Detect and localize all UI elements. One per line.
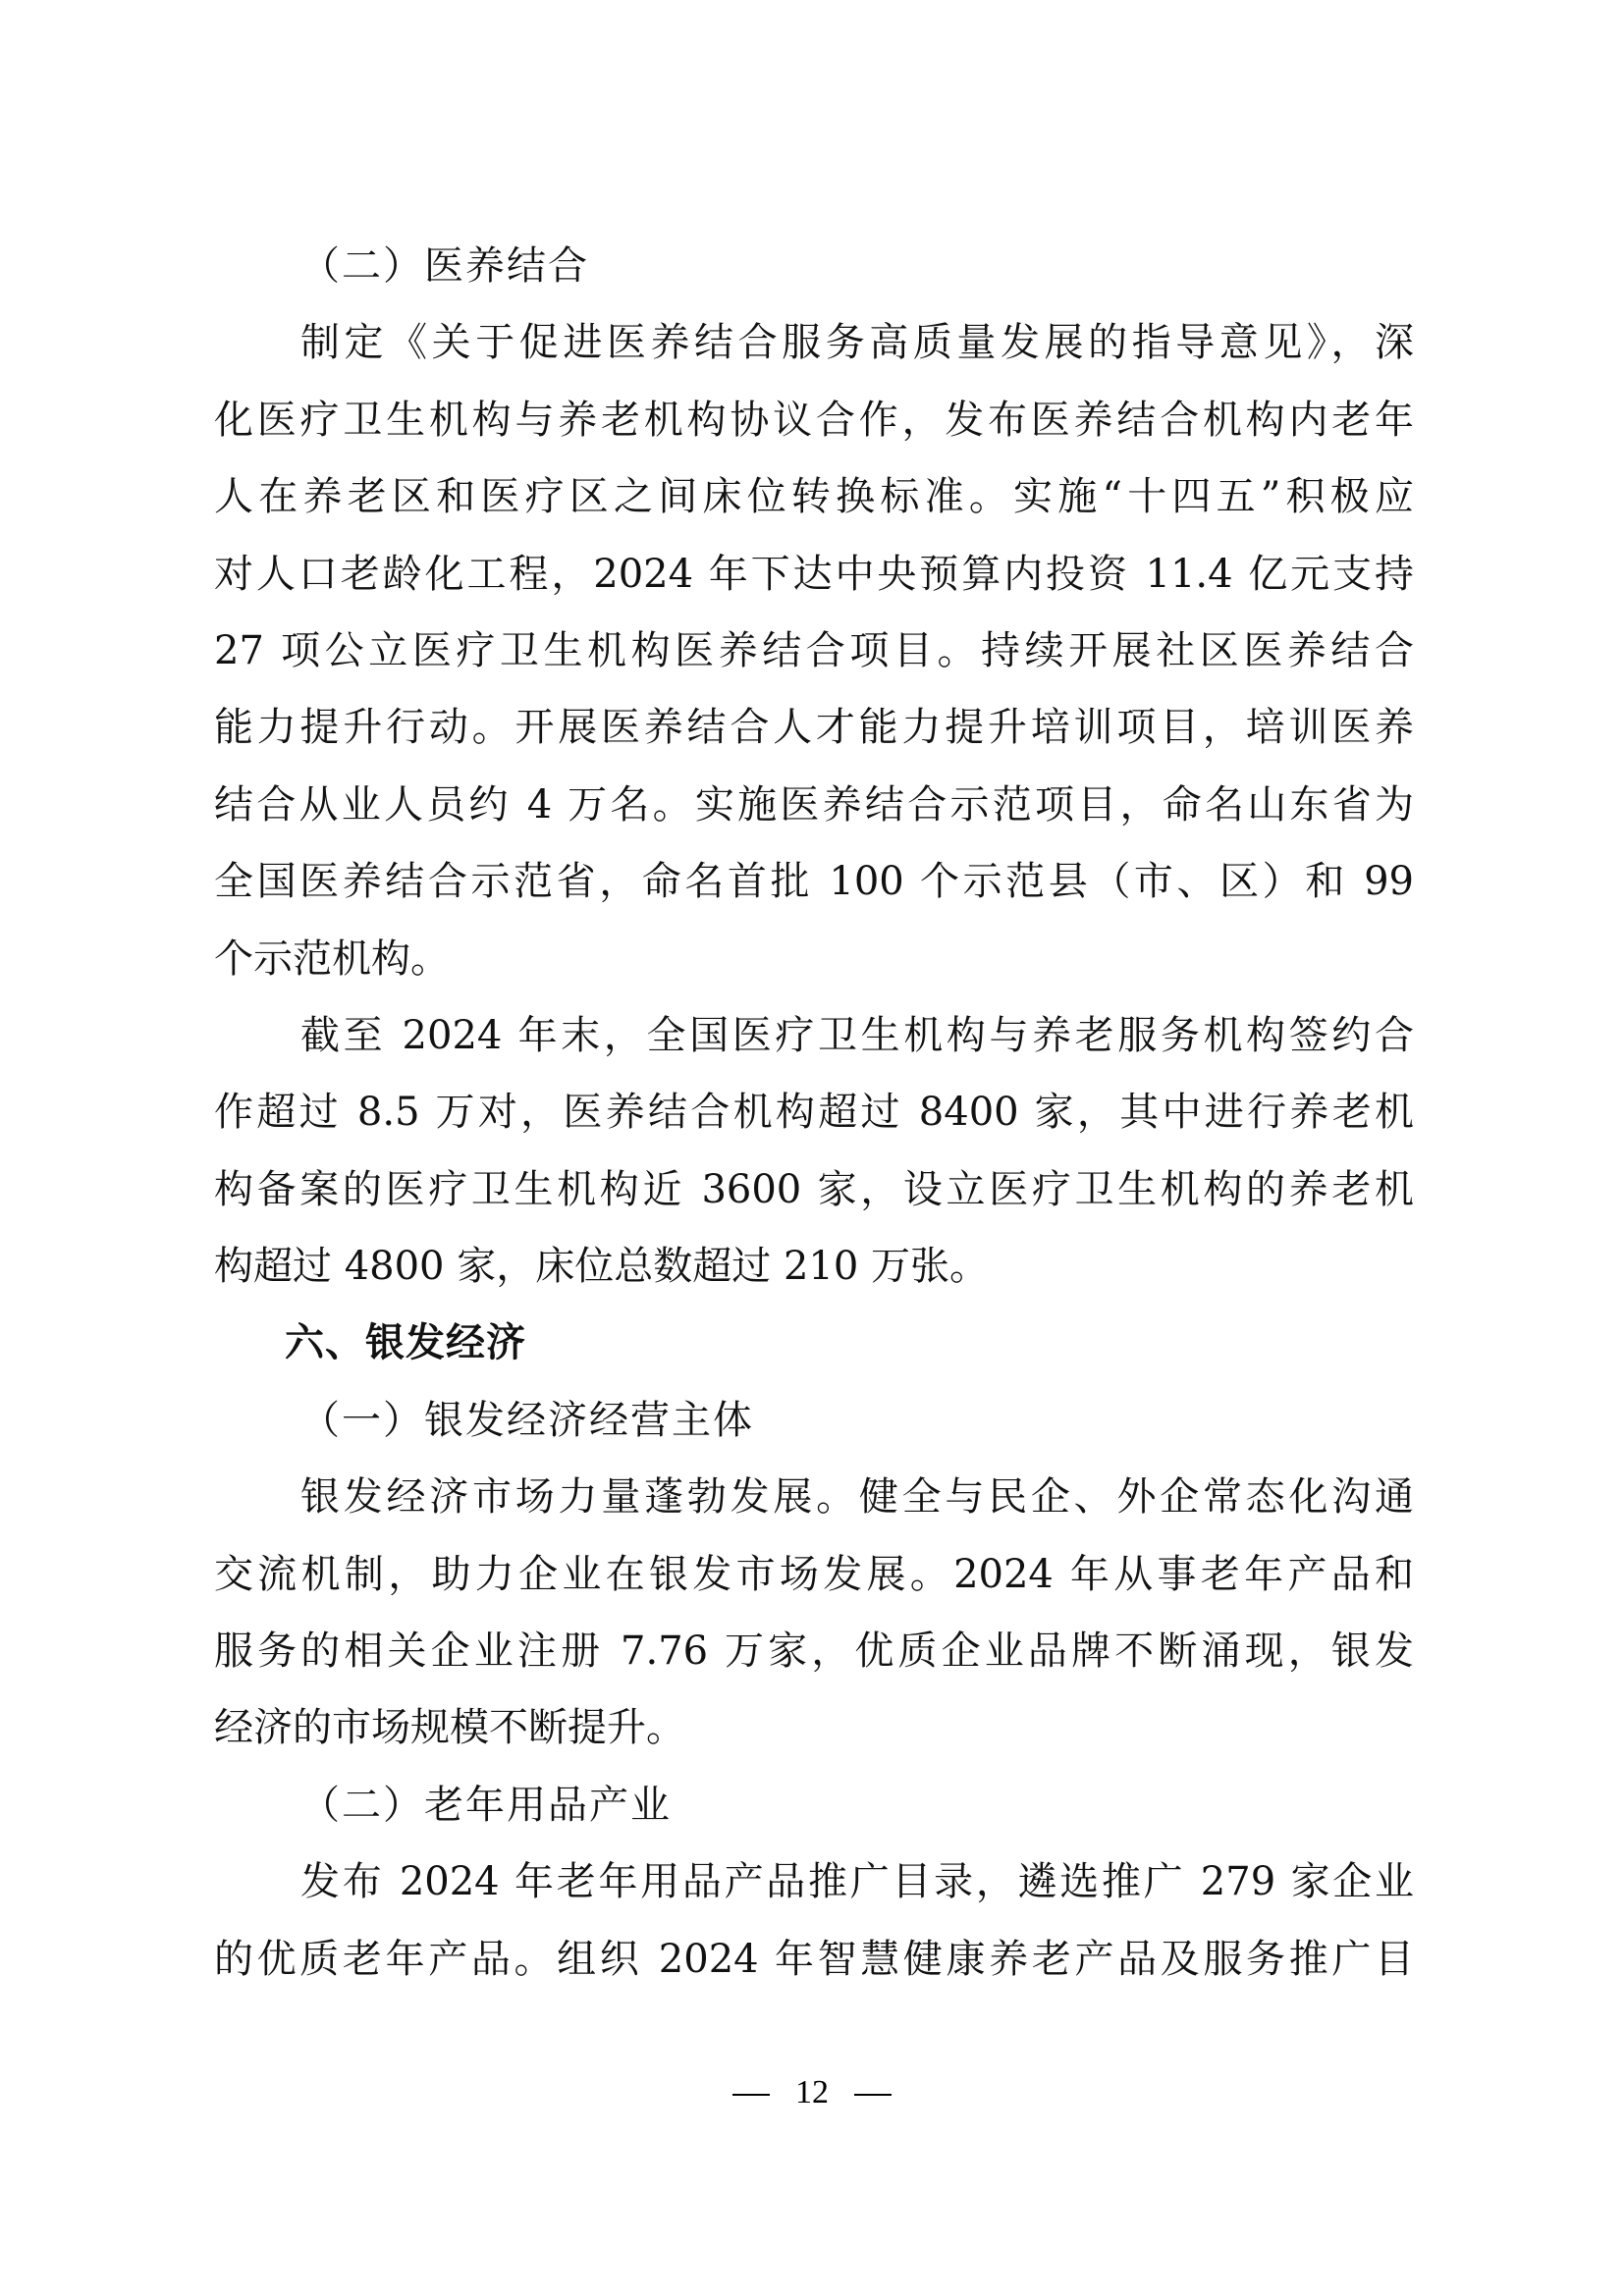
paragraph (214, 997, 1414, 1306)
paragraph-line: 经济的市场规模不断提升。 (214, 1705, 685, 1751)
paragraph-line: 制定《关于促进医养结合服务高质量发展的指导意见》，深 (300, 320, 1414, 366)
subheading-elderly-products-industry: （二）老年用品产业 (300, 1782, 672, 1828)
page-number: 12 (795, 2074, 829, 2110)
paragraph-line: 全国医养结合示范省，命名首批 100 个示范县（市、区）和 99 (214, 859, 1414, 905)
paragraph-line: 发布 2024 年老年用品产品推广目录，遴选推广 279 家企业 (300, 1859, 1414, 1905)
paragraph (214, 1843, 1414, 1998)
paragraph-line: 服务的相关企业注册 7.76 万家，优质企业品牌不断涌现，银发 (214, 1629, 1414, 1675)
paragraph-line: 交流机制，助力企业在银发市场发展。2024 年从事老年产品和 (214, 1551, 1414, 1597)
paragraph-line: 对人口老龄化工程，2024 年下达中央预算内投资 11.4 亿元支持 (214, 551, 1414, 597)
heading-silver-economy: 六、银发经济 (285, 1320, 526, 1366)
paragraph-line: 人在养老区和医疗区之间床位转换标准。实施“十四五”积极应 (214, 474, 1414, 520)
paragraph-line: 作超过 8.5 万对，医养结合机构超过 8400 家，其中进行养老机 (214, 1090, 1414, 1136)
paragraph-line: 构超过 4800 家，床位总数超过 210 万张。 (214, 1244, 990, 1290)
right-dash-decoration (854, 2094, 892, 2096)
paragraph-line: 构备案的医疗卫生机构近 3600 家，设立医疗卫生机构的养老机 (214, 1166, 1414, 1212)
paragraph-line: 27 项公立医疗卫生机构医养结合项目。持续开展社区医养结合 (214, 627, 1414, 673)
paragraph-line: 个示范机构。 (214, 935, 450, 982)
paragraph-line: 银发经济市场力量蓬勃发展。健全与民企、外企常态化沟通 (300, 1474, 1414, 1521)
left-dash-decoration (732, 2094, 770, 2096)
paragraph-line: 结合从业人员约 4 万名。实施医养结合示范项目，命名山东省为 (214, 781, 1414, 828)
subheading-silver-economy-entities: （一）银发经济经营主体 (300, 1397, 754, 1443)
paragraph-line: 的优质老年产品。组织 2024 年智慧健康养老产品及服务推广目 (214, 1936, 1414, 1982)
document-body (214, 228, 1414, 1998)
page-footer (0, 2069, 1624, 2116)
paragraph-line: 截至 2024 年末，全国医疗卫生机构与养老服务机构签约合 (300, 1012, 1414, 1058)
paragraph (214, 304, 1414, 997)
paragraph-line: 化医疗卫生机构与养老机构协议合作，发布医养结合机构内老年 (214, 397, 1414, 443)
subheading-medical-elderly-care-integration: （二）医养结合 (300, 243, 589, 289)
paragraph-line: 能力提升行动。开展医养结合人才能力提升培训项目，培训医养 (214, 705, 1414, 751)
paragraph (214, 1459, 1414, 1767)
